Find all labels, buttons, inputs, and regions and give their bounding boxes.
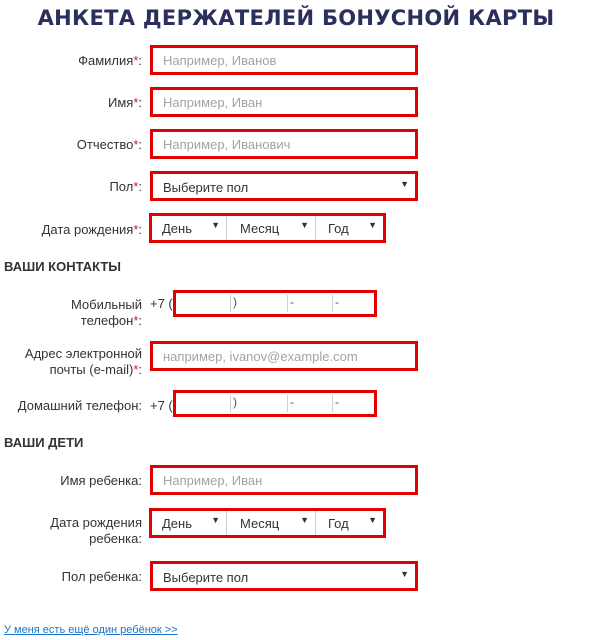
gender-select[interactable] (150, 171, 418, 201)
mobile-code-input[interactable] (178, 295, 231, 312)
birthdate-month-select[interactable] (230, 216, 316, 240)
day-value: День (162, 221, 192, 236)
add-child-link[interactable]: У меня есть ещё один ребёнок >> (4, 624, 178, 636)
birthdate-year-select[interactable] (318, 216, 383, 240)
child-birthdate-day-select[interactable] (152, 511, 227, 535)
paren-close: ) (233, 295, 237, 309)
birthdate-label: Дата рождения*: (41, 222, 142, 237)
dash: - (335, 395, 339, 409)
home-part3-input[interactable] (342, 395, 372, 412)
patronymic-field[interactable] (150, 129, 418, 159)
caret-down-icon: ▼ (211, 515, 220, 525)
caret-down-icon: ▼ (368, 220, 377, 230)
home-code-input[interactable] (178, 395, 231, 412)
name-field[interactable] (150, 87, 418, 117)
surname-field[interactable] (150, 45, 418, 75)
mobile-part3-input[interactable] (342, 295, 372, 312)
contacts-heading: ВАШИ КОНТАКТЫ (4, 259, 122, 274)
child-birthdate-month-select[interactable] (230, 511, 316, 535)
dash: - (290, 395, 294, 409)
caret-down-icon: ▼ (368, 515, 377, 525)
caret-down-icon: ▼ (300, 515, 309, 525)
gender-select-value: Выберите пол (163, 180, 249, 195)
month-value: Месяц (240, 516, 280, 531)
child-gender-select-value: Выберите пол (163, 570, 249, 585)
gender-label: Пол*: (109, 179, 142, 194)
caret-down-icon: ▼ (211, 220, 220, 230)
surname-input[interactable] (153, 48, 415, 72)
year-value: Год (328, 221, 349, 236)
day-value: День (162, 516, 192, 531)
patronymic-input[interactable] (153, 132, 415, 156)
home-part2-input[interactable] (298, 395, 333, 412)
email-field[interactable] (150, 341, 418, 371)
name-label: Имя*: (107, 95, 142, 110)
email-label: Адрес электронной почты (e-mail)*: (24, 346, 142, 377)
mobile-phone-field[interactable] (173, 290, 377, 317)
home-phone-prefix: +7 ( (150, 398, 173, 413)
page-title: АНКЕТА ДЕРЖАТЕЛЕЙ БОНУСНОЙ КАРТЫ (37, 6, 555, 30)
home-part1-input[interactable] (239, 395, 288, 412)
patronymic-label: Отчество*: (76, 137, 142, 152)
child-birthdate-label: Дата рождения ребенка: (50, 515, 142, 546)
mobile-prefix: +7 ( (150, 296, 173, 311)
child-gender-label: Пол ребенка: (61, 569, 142, 584)
birthdate-day-select[interactable] (152, 216, 227, 240)
surname-label: Фамилия*: (78, 53, 142, 68)
home-phone-field[interactable] (173, 390, 377, 417)
child-name-field[interactable] (150, 465, 418, 495)
caret-down-icon: ▼ (400, 569, 409, 579)
child-name-label: Имя ребенка: (60, 473, 142, 488)
caret-down-icon: ▼ (300, 220, 309, 230)
mobile-part2-input[interactable] (298, 295, 333, 312)
dash: - (335, 295, 339, 309)
year-value: Год (328, 516, 349, 531)
dash: - (290, 295, 294, 309)
month-value: Месяц (240, 221, 280, 236)
children-heading: ВАШИ ДЕТИ (4, 435, 84, 450)
home-phone-label: Домашний телефон: (17, 398, 142, 413)
child-birthdate-year-select[interactable] (318, 511, 383, 535)
child-name-input[interactable] (153, 468, 415, 492)
child-birthdate-select-group (149, 508, 386, 538)
birthdate-select-group (149, 213, 386, 243)
mobile-label: Мобильный телефон*: (70, 297, 142, 328)
mobile-part1-input[interactable] (239, 295, 288, 312)
paren-close: ) (233, 395, 237, 409)
name-input[interactable] (153, 90, 415, 114)
email-input[interactable] (153, 344, 415, 368)
caret-down-icon: ▼ (400, 179, 409, 189)
child-gender-select[interactable] (150, 561, 418, 591)
